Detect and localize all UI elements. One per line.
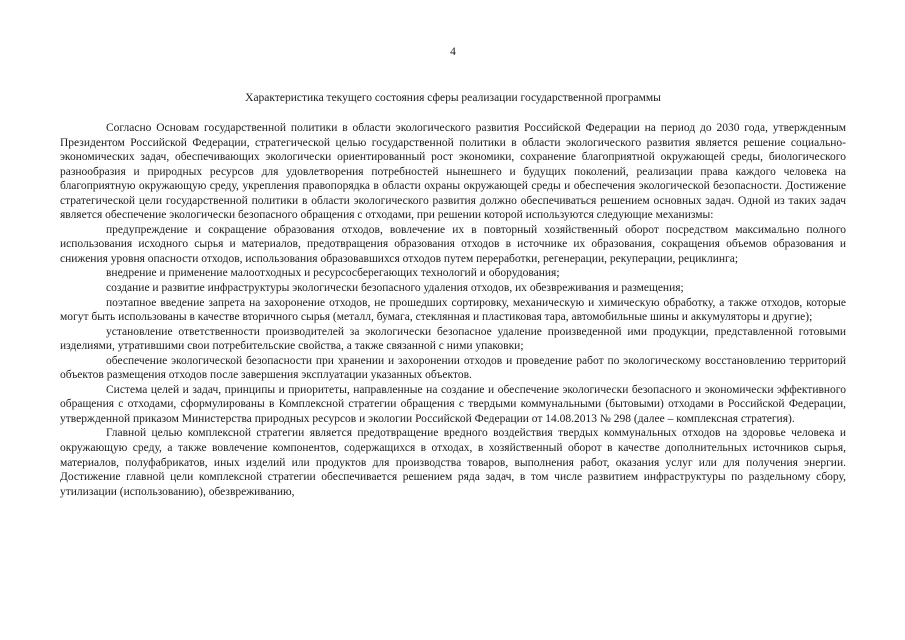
- section-title: Характеристика текущего состояния сферы реализации государственной программы: [245, 92, 661, 104]
- paragraph: Согласно Основам государственной политики в области экологического развития Российской Федерации на период до 2030 года, утвержденным Президентом Российской Федерации, стратегической целью государственной политики в области экологического развития является решение социально-экономических задач, обеспечивающих экологически ориентированный рост экономики, сохранение благоприятной окружающей среды, биологического разнообразия и природных ресурсов для удовлетворения потребностей нынешнего и будущих поколений, реализации права каждого человека на благоприятную окружающую среду, укрепления правопорядка в области охраны окружающей среды и обеспечения экологической безопасности. Достижение стратегической цели государственной политики в области экологического развития должно обеспечиваться решением основных задач. Одной из таких задач является обеспечение экологически безопасного обращения с отходами, при решении которой используются следующие механизмы:: [60, 122, 846, 222]
- list-item: обеспечение экологической безопасности при хранении и захоронении отходов и проведение работ по экологическому восстановлению территорий объектов размещения отходов после завершения эксплуатации указанных объектов.: [60, 354, 846, 382]
- list-item: поэтапное введение запрета на захоронение отходов, не прошедших сортировку, механическую и химическую обработку, а также отходов, которые могут быть использованы в качестве вторичного сырья (металл, бумага, стеклянная и пластиковая тара, автомобильные шины и аккумуляторы и другие);: [60, 296, 846, 324]
- list-item: предупреждение и сокращение образования отходов, вовлечение их в повторный хозяйственный оборот посредством максимально полного использования исходного сырья и материалов, предотвращения образования отходов в источнике их образования, сокращения объемов образования и снижения уровня опасности отходов, использования образовавшихся отходов путем переработки, регенерации, рекуперации, рециклинга;: [60, 223, 846, 265]
- page-number: 4: [450, 46, 456, 58]
- paragraph: Система целей и задач, принципы и приоритеты, направленные на создание и обеспечение экологически безопасного и экономически эффективного обращения с отходами, сформулированы в Комплексной стратегии обращения с твердыми коммунальными (бытовыми) отходами в Российской Федерации, утвержденной приказом Министерства природных ресурсов и экологии Российской Федерации от 14.08.2013 № 298 (далее – комплексная стратегия).: [60, 383, 846, 425]
- list-item: установление ответственности производителей за экологически безопасное удаление произведенной ими продукции, представленной готовыми изделиями, утратившими свои потребительские свойства, а также связанной с ними упаковки;: [60, 325, 846, 353]
- paragraph: Главной целью комплексной стратегии является предотвращение вредного воздействия твердых коммунальных отходов на здоровье человека и окружающую среду, а также вовлечение компонентов, содержащихся в отходах, в хозяйственный оборот в качестве дополнительных источников сырья, материалов, полуфабрикатов, иных изделий или продуктов для производства товаров, выполнения работ, оказания услуг или для получения энергии. Достижение главной цели комплексной стратегии обеспечивается решением ряда задач, в том числе развитием инфраструктуры по раздельному сбору, утилизации (использованию), обезвреживанию,: [60, 427, 846, 498]
- body-text: [60, 121, 846, 499]
- list-item: внедрение и применение малоотходных и ресурсосберегающих технологий и оборудования;: [106, 267, 560, 280]
- list-item: создание и развитие инфраструктуры экологически безопасного удаления отходов, их обезвреживания и размещения;: [106, 282, 684, 295]
